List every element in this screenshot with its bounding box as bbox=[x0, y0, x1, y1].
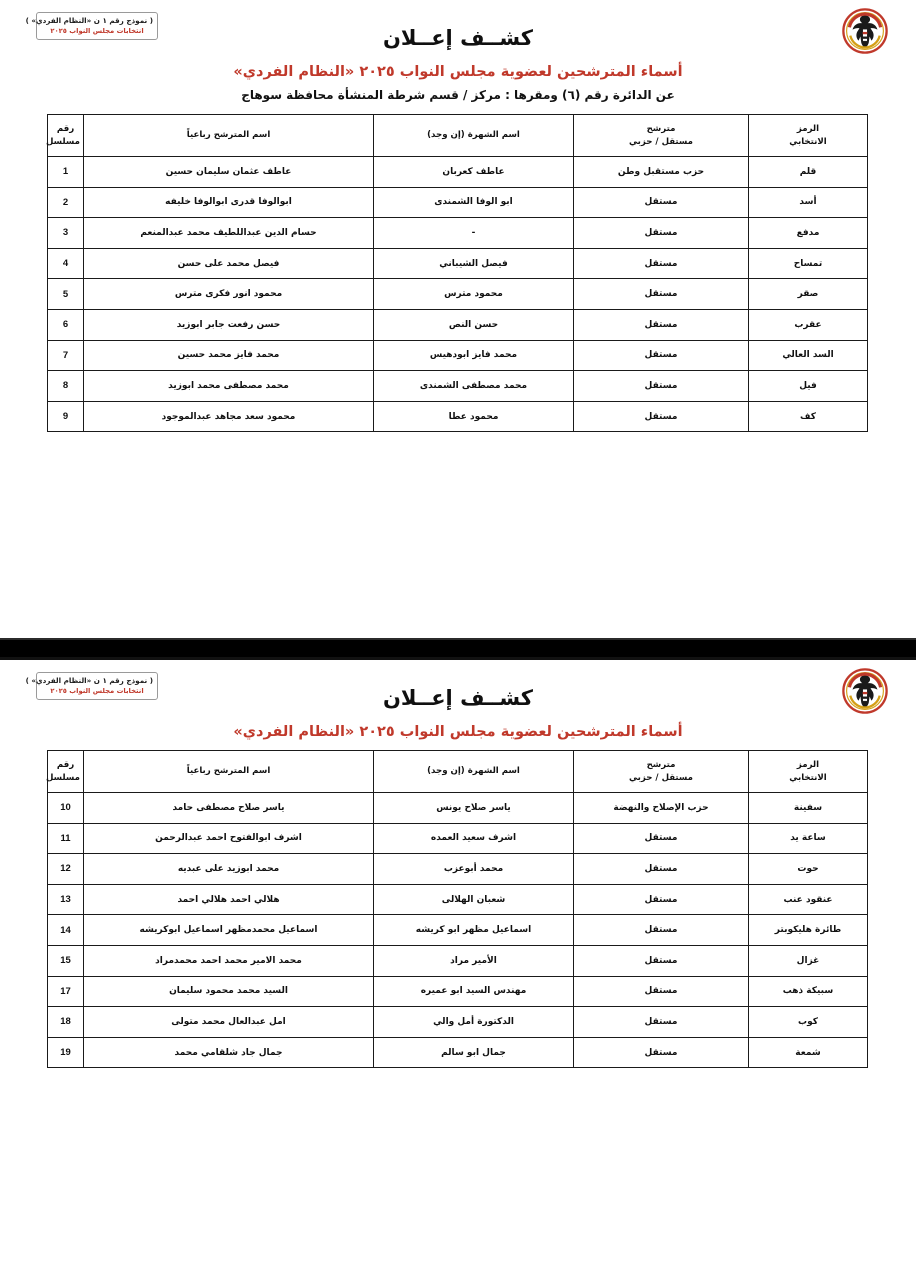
page-subtitle-2: أسماء المترشحين لعضوية مجلس النواب ٢٠٢٥ «النظام الفردي» bbox=[233, 724, 683, 740]
cell-type: مستقل bbox=[574, 309, 749, 340]
cell-type: مستقل bbox=[574, 187, 749, 218]
cell-type: مستقل bbox=[574, 371, 749, 402]
cell-symbol: عنقود عنب bbox=[749, 884, 868, 915]
table-row bbox=[48, 793, 868, 824]
cell-type: مستقل bbox=[574, 976, 749, 1007]
cell-name: هلالي احمد هلالي احمد bbox=[84, 884, 374, 915]
cell-symbol: السد العالي bbox=[749, 340, 868, 371]
cell-symbol: فيل bbox=[749, 371, 868, 402]
table-row bbox=[48, 371, 868, 402]
cell-symbol: مدفع bbox=[749, 218, 868, 249]
table-row bbox=[48, 279, 868, 310]
cell-serial: 6 bbox=[48, 309, 84, 340]
cell-symbol: قلم bbox=[749, 157, 868, 188]
table-row bbox=[48, 340, 868, 371]
table-row bbox=[48, 187, 868, 218]
cell-serial: 5 bbox=[48, 279, 84, 310]
header-type-line1: مترشح bbox=[646, 124, 676, 135]
cell-symbol: كف bbox=[749, 401, 868, 432]
form-number-box-2 bbox=[25, 672, 158, 700]
cell-name: اشرف ابوالفتوح احمد عبدالرحمن bbox=[84, 823, 374, 854]
cell-fame: محمد مصطفى الشمندى bbox=[374, 371, 574, 402]
cell-type: حزب مستقبل وطن bbox=[574, 157, 749, 188]
cell-name: محمد مصطفى محمد ابوزيد bbox=[84, 371, 374, 402]
cell-fame: محمود مترس bbox=[374, 279, 574, 310]
cell-fame: مهندس السيد ابو عميره bbox=[374, 976, 574, 1007]
candidates-table-wrap-1 bbox=[0, 114, 916, 432]
cell-serial: 10 bbox=[48, 793, 84, 824]
cell-symbol: شمعة bbox=[749, 1037, 868, 1068]
header-serial-2-line2: مسلسل bbox=[46, 772, 80, 783]
cell-type: مستقل bbox=[574, 248, 749, 279]
announcement-page-1 bbox=[0, 0, 916, 638]
table-row bbox=[48, 157, 868, 188]
cell-name: جمال جاد شلقامي محمد bbox=[84, 1037, 374, 1068]
cell-type: مستقل bbox=[574, 945, 749, 976]
cell-type: حزب الإصلاح والنهضة bbox=[574, 793, 749, 824]
egypt-eagle-emblem-icon-2 bbox=[842, 668, 888, 714]
header-name-2: اسم المترشح رباعياً bbox=[84, 751, 374, 793]
cell-fame: - bbox=[374, 218, 574, 249]
cell-name: محمد فايز محمد حسين bbox=[84, 340, 374, 371]
cell-type: مستقل bbox=[574, 279, 749, 310]
table-row bbox=[48, 1007, 868, 1038]
cell-type: مستقل bbox=[574, 1037, 749, 1068]
page-title-2: كشــف إعــلان bbox=[382, 686, 534, 710]
page-separator bbox=[0, 638, 916, 660]
cell-fame: محمد أبوعزب bbox=[374, 854, 574, 885]
cell-type: مستقل bbox=[574, 823, 749, 854]
cell-serial: 7 bbox=[48, 340, 84, 371]
cell-fame: ياسر صلاح يونس bbox=[374, 793, 574, 824]
header-type-2 bbox=[574, 751, 749, 793]
header-symbol-2 bbox=[749, 751, 868, 793]
cell-type: مستقل bbox=[574, 218, 749, 249]
header-name: اسم المترشح رباعياً bbox=[84, 115, 374, 157]
form-number-box bbox=[25, 12, 158, 40]
header-fame-2: اسم الشهرة (إن وجد) bbox=[374, 751, 574, 793]
cell-symbol: أسد bbox=[749, 187, 868, 218]
cell-symbol: صقر bbox=[749, 279, 868, 310]
header-serial bbox=[48, 115, 84, 157]
table-row bbox=[48, 248, 868, 279]
cell-type: مستقل bbox=[574, 854, 749, 885]
cell-type: مستقل bbox=[574, 340, 749, 371]
cell-serial: 18 bbox=[48, 1007, 84, 1038]
header-type-line2: مستقل / حزبي bbox=[628, 136, 693, 147]
cell-type: مستقل bbox=[574, 915, 749, 946]
cell-serial: 4 bbox=[48, 248, 84, 279]
cell-fame: شعبان الهلالى bbox=[374, 884, 574, 915]
form-number-line-2: ( نموذج رقم ١ ن «النظام الفردي» ) bbox=[25, 676, 153, 685]
cell-serial: 19 bbox=[48, 1037, 84, 1068]
table-header-row bbox=[48, 115, 868, 157]
cell-symbol: سبيكة ذهب bbox=[749, 976, 868, 1007]
cell-serial: 11 bbox=[48, 823, 84, 854]
header-type-2-line2: مستقل / حزبي bbox=[628, 772, 693, 783]
page-title: كشــف إعــلان bbox=[382, 26, 534, 50]
cell-fame: اشرف سعيد العمده bbox=[374, 823, 574, 854]
header-symbol bbox=[749, 115, 868, 157]
cell-fame: ابو الوفا الشمندى bbox=[374, 187, 574, 218]
form-number-line: ( نموذج رقم ١ ن «النظام الفردي» ) bbox=[25, 16, 153, 25]
cell-serial: 8 bbox=[48, 371, 84, 402]
cell-type: مستقل bbox=[574, 884, 749, 915]
cell-serial: 1 bbox=[48, 157, 84, 188]
cell-name: حسن رفعت جابر ابوزيد bbox=[84, 309, 374, 340]
header-symbol-2-line2: الانتخابي bbox=[789, 772, 827, 783]
header-symbol-line2: الانتخابي bbox=[789, 136, 827, 147]
cell-symbol: غزال bbox=[749, 945, 868, 976]
cell-fame: محمود عطا bbox=[374, 401, 574, 432]
cell-symbol: حوت bbox=[749, 854, 868, 885]
header-serial-line2: مسلسل bbox=[46, 136, 80, 147]
cell-fame: عاطف كعربان bbox=[374, 157, 574, 188]
cell-name: السيد محمد محمود سليمان bbox=[84, 976, 374, 1007]
table-row bbox=[48, 976, 868, 1007]
table-row bbox=[48, 915, 868, 946]
election-name-line: انتخابات مجلس النواب ٢٠٢٥ bbox=[50, 27, 144, 35]
table-row bbox=[48, 309, 868, 340]
cell-symbol: تمساح bbox=[749, 248, 868, 279]
cell-serial: 12 bbox=[48, 854, 84, 885]
cell-fame: الدكتورة أمل والي bbox=[374, 1007, 574, 1038]
table-row bbox=[48, 884, 868, 915]
cell-fame: اسماعيل مظهر ابو كريشه bbox=[374, 915, 574, 946]
page-subtitle: أسماء المترشحين لعضوية مجلس النواب ٢٠٢٥ «النظام الفردي» bbox=[233, 64, 683, 80]
header-fame: اسم الشهرة (إن وجد) bbox=[374, 115, 574, 157]
cell-serial: 3 bbox=[48, 218, 84, 249]
candidates-table-2 bbox=[47, 750, 868, 1068]
table-row bbox=[48, 854, 868, 885]
cell-serial: 13 bbox=[48, 884, 84, 915]
cell-fame: محمد فايز ابودهيس bbox=[374, 340, 574, 371]
cell-serial: 2 bbox=[48, 187, 84, 218]
cell-symbol: سفينة bbox=[749, 793, 868, 824]
header-symbol-line1: الرمز bbox=[796, 124, 820, 135]
table-row bbox=[48, 823, 868, 854]
cell-name: محمد ابوزيد على عبديه bbox=[84, 854, 374, 885]
cell-fame: فيصل الشيباني bbox=[374, 248, 574, 279]
cell-name: اسماعيل محمدمظهر اسماعيل ابوكريشه bbox=[84, 915, 374, 946]
egypt-eagle-emblem-icon bbox=[842, 8, 888, 54]
election-name-line-2: انتخابات مجلس النواب ٢٠٢٥ bbox=[50, 687, 144, 695]
cell-symbol: عقرب bbox=[749, 309, 868, 340]
header-serial-2 bbox=[48, 751, 84, 793]
cell-name: ابوالوفا قدرى ابوالوفا خليفه bbox=[84, 187, 374, 218]
cell-serial: 15 bbox=[48, 945, 84, 976]
district-line: عن الدائرة رقم (٦) ومقرها : مركز / قسم شرطة المنشأة محافظة سوهاج bbox=[241, 88, 675, 102]
header-type bbox=[574, 115, 749, 157]
header-serial-2-line1: رقم bbox=[56, 760, 75, 771]
table-row bbox=[48, 1037, 868, 1068]
cell-fame: الأمير مراد bbox=[374, 945, 574, 976]
cell-serial: 17 bbox=[48, 976, 84, 1007]
cell-name: فيصل محمد على حسن bbox=[84, 248, 374, 279]
cell-name: عاطف عثمان سليمان حسين bbox=[84, 157, 374, 188]
header-serial-line1: رقم bbox=[56, 124, 75, 135]
cell-name: محمد الامير محمد احمد محمدمراد bbox=[84, 945, 374, 976]
cell-name: حسام الدين عبداللطيف محمد عبدالمنعم bbox=[84, 218, 374, 249]
cell-serial: 14 bbox=[48, 915, 84, 946]
candidates-table-wrap-2 bbox=[0, 750, 916, 1068]
table-header-row-2 bbox=[48, 751, 868, 793]
table-row bbox=[48, 945, 868, 976]
cell-name: محمود انور فكرى مترس bbox=[84, 279, 374, 310]
cell-symbol: كوب bbox=[749, 1007, 868, 1038]
cell-symbol: ساعة يد bbox=[749, 823, 868, 854]
cell-symbol: طائرة هليكوبتر bbox=[749, 915, 868, 946]
candidates-table-1 bbox=[47, 114, 868, 432]
cell-name: امل عبدالعال محمد متولى bbox=[84, 1007, 374, 1038]
cell-type: مستقل bbox=[574, 1007, 749, 1038]
cell-name: ياسر صلاح مصطفى حامد bbox=[84, 793, 374, 824]
table-row bbox=[48, 401, 868, 432]
cell-name: محمود سعد مجاهد عبدالموجود bbox=[84, 401, 374, 432]
announcement-page-2 bbox=[0, 660, 916, 1285]
cell-fame: حسن النص bbox=[374, 309, 574, 340]
cell-serial: 9 bbox=[48, 401, 84, 432]
cell-fame: جمال ابو سالم bbox=[374, 1037, 574, 1068]
header-symbol-2-line1: الرمز bbox=[796, 760, 820, 771]
header-type-2-line1: مترشح bbox=[646, 760, 676, 771]
table-row bbox=[48, 218, 868, 249]
cell-type: مستقل bbox=[574, 401, 749, 432]
